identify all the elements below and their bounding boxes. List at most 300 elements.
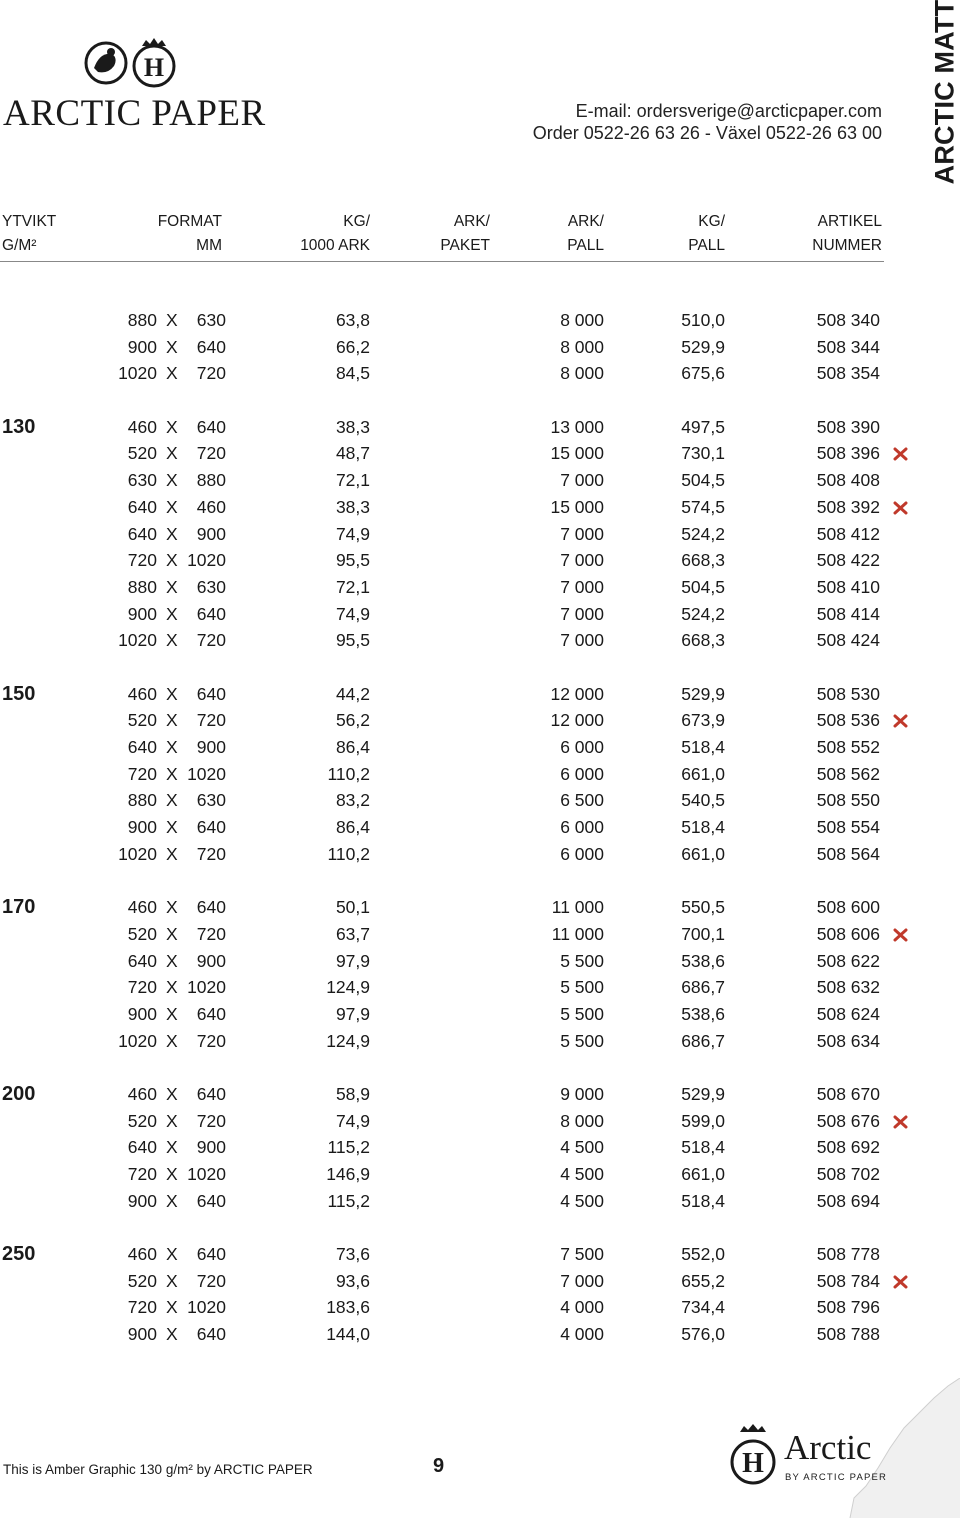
article-number: 508 552 xyxy=(817,734,880,761)
format-height: 720 xyxy=(183,841,226,868)
format-height: 1020 xyxy=(183,1294,226,1321)
format-width: 880 xyxy=(128,574,157,601)
kg-per-pallet: 504,5 xyxy=(681,467,725,494)
article-number: 508 784 xyxy=(817,1268,880,1295)
article-number: 508 634 xyxy=(817,1028,880,1055)
sheets-per-pallet: 11 000 xyxy=(552,921,604,948)
kg-per-pallet: 673,9 xyxy=(681,707,725,734)
table-row xyxy=(0,601,960,628)
kg-per-1000: 124,9 xyxy=(326,974,370,1001)
table-row xyxy=(0,1188,960,1215)
format-width: 630 xyxy=(128,467,157,494)
sheets-per-pallet: 8 000 xyxy=(560,334,604,361)
kg-per-1000: 97,9 xyxy=(336,1001,370,1028)
kg-per-1000: 50,1 xyxy=(336,894,370,921)
arctic-brand-sub: BY ARCTIC PAPER xyxy=(785,1472,887,1483)
article-number: 508 788 xyxy=(817,1321,880,1348)
sheets-per-pallet: 5 500 xyxy=(560,1028,604,1055)
sheets-per-pallet: 7 500 xyxy=(560,1241,604,1268)
format-width: 460 xyxy=(128,1241,157,1268)
kg-per-1000: 110,2 xyxy=(328,841,371,868)
format-height: 720 xyxy=(183,707,226,734)
red-cross-mark-icon xyxy=(893,714,908,728)
format-height: 720 xyxy=(183,1028,226,1055)
svg-text:H: H xyxy=(742,1448,764,1479)
weight-group xyxy=(0,1081,960,1214)
kg-per-pallet: 538,6 xyxy=(681,948,725,975)
format-x: X xyxy=(166,681,178,708)
header-weight: YTVIKT G/M² xyxy=(2,210,56,258)
format-x: X xyxy=(166,547,178,574)
side-title: ARCTIC MATT xyxy=(930,0,960,184)
format-width: 1020 xyxy=(118,360,157,387)
kg-per-pallet: 529,9 xyxy=(681,1081,725,1108)
format-width: 900 xyxy=(128,1188,157,1215)
table-row xyxy=(0,307,960,334)
header-format: FORMAT MM xyxy=(158,210,222,258)
arctic-paper-emblem-icon xyxy=(84,38,178,88)
format-width: 520 xyxy=(128,1108,157,1135)
weight-label: 200 xyxy=(2,1081,35,1108)
sheets-per-pallet: 6 000 xyxy=(560,734,604,761)
table-row xyxy=(0,787,960,814)
table-row xyxy=(0,547,960,574)
table-row xyxy=(0,1028,960,1055)
sheets-per-pallet: 7 000 xyxy=(560,521,604,548)
table-row xyxy=(0,921,960,948)
kg-per-1000: 38,3 xyxy=(336,494,370,521)
format-height: 720 xyxy=(183,440,226,467)
format-width: 640 xyxy=(128,734,157,761)
table-row xyxy=(0,974,960,1001)
sheets-per-pallet: 5 500 xyxy=(560,974,604,1001)
table-row xyxy=(0,681,960,708)
format-height: 640 xyxy=(183,1001,226,1028)
article-number: 508 354 xyxy=(817,360,880,387)
brand-logo-text: ARCTIC PAPER xyxy=(3,92,266,135)
kg-per-1000: 58,9 xyxy=(336,1081,370,1108)
kg-per-pallet: 510,0 xyxy=(681,307,725,334)
format-width: 720 xyxy=(128,974,157,1001)
table-row xyxy=(0,948,960,975)
kg-per-1000: 146,9 xyxy=(326,1161,370,1188)
table-row xyxy=(0,360,960,387)
format-x: X xyxy=(166,1161,178,1188)
svg-text:H: H xyxy=(144,53,164,82)
format-width: 520 xyxy=(128,921,157,948)
kg-per-pallet: 668,3 xyxy=(681,547,725,574)
article-number: 508 340 xyxy=(817,307,880,334)
contact-block xyxy=(533,100,882,144)
format-x: X xyxy=(166,574,178,601)
kg-per-pallet: 686,7 xyxy=(681,974,725,1001)
format-x: X xyxy=(166,521,178,548)
article-number: 508 676 xyxy=(817,1108,880,1135)
sheets-per-pallet: 7 000 xyxy=(560,601,604,628)
format-x: X xyxy=(166,494,178,521)
sheets-per-pallet: 8 000 xyxy=(560,307,604,334)
format-height: 630 xyxy=(183,787,226,814)
contact-phone: Order 0522-26 63 26 - Växel 0522-26 63 00 xyxy=(533,122,882,144)
article-number: 508 778 xyxy=(817,1241,880,1268)
format-height: 880 xyxy=(183,467,226,494)
arctic-shield-icon xyxy=(728,1424,778,1486)
kg-per-1000: 93,6 xyxy=(336,1268,370,1295)
kg-per-pallet: 538,6 xyxy=(681,1001,725,1028)
kg-per-pallet: 529,9 xyxy=(681,681,725,708)
kg-per-pallet: 574,5 xyxy=(681,494,725,521)
header-kg-per-1000: KG/ 1000 ARK xyxy=(300,210,370,258)
weight-group xyxy=(0,894,960,1054)
sheets-per-pallet: 12 000 xyxy=(550,681,604,708)
format-x: X xyxy=(166,921,178,948)
sheets-per-pallet: 6 500 xyxy=(560,787,604,814)
format-x: X xyxy=(166,627,178,654)
sheets-per-pallet: 4 000 xyxy=(560,1321,604,1348)
table-row xyxy=(0,814,960,841)
format-x: X xyxy=(166,1321,178,1348)
table-row xyxy=(0,574,960,601)
article-number: 508 392 xyxy=(817,494,880,521)
article-number: 508 562 xyxy=(817,761,880,788)
article-number: 508 624 xyxy=(817,1001,880,1028)
kg-per-1000: 83,2 xyxy=(336,787,370,814)
kg-per-1000: 124,9 xyxy=(326,1028,370,1055)
sheets-per-pallet: 13 000 xyxy=(550,414,604,441)
header-kg-per-pallet: KG/ PALL xyxy=(688,210,725,258)
format-x: X xyxy=(166,1081,178,1108)
sheets-per-pallet: 4 500 xyxy=(560,1161,604,1188)
table-row xyxy=(0,1001,960,1028)
format-x: X xyxy=(166,1134,178,1161)
sheets-per-pallet: 8 000 xyxy=(560,360,604,387)
format-x: X xyxy=(166,787,178,814)
sheets-per-pallet: 4 500 xyxy=(560,1134,604,1161)
table-row xyxy=(0,627,960,654)
kg-per-pallet: 576,0 xyxy=(681,1321,725,1348)
kg-per-1000: 63,8 xyxy=(336,307,370,334)
format-width: 460 xyxy=(128,894,157,921)
format-height: 720 xyxy=(183,921,226,948)
format-height: 900 xyxy=(183,1134,226,1161)
table-row xyxy=(0,440,960,467)
format-height: 640 xyxy=(183,1241,226,1268)
format-width: 880 xyxy=(128,787,157,814)
kg-per-1000: 115,2 xyxy=(328,1134,371,1161)
kg-per-pallet: 529,9 xyxy=(681,334,725,361)
kg-per-1000: 48,7 xyxy=(336,440,370,467)
kg-per-pallet: 524,2 xyxy=(681,521,725,548)
sheets-per-pallet: 8 000 xyxy=(560,1108,604,1135)
format-x: X xyxy=(166,814,178,841)
article-number: 508 390 xyxy=(817,414,880,441)
format-x: X xyxy=(166,601,178,628)
format-width: 1020 xyxy=(118,1028,157,1055)
format-height: 640 xyxy=(183,814,226,841)
format-height: 720 xyxy=(183,1108,226,1135)
kg-per-1000: 72,1 xyxy=(336,467,370,494)
format-height: 460 xyxy=(183,494,226,521)
table-row xyxy=(0,414,960,441)
format-height: 900 xyxy=(183,521,226,548)
article-number: 508 564 xyxy=(817,841,880,868)
format-height: 640 xyxy=(183,1188,226,1215)
format-x: X xyxy=(166,734,178,761)
format-height: 900 xyxy=(183,734,226,761)
sheets-per-pallet: 12 000 xyxy=(550,707,604,734)
table-row xyxy=(0,1161,960,1188)
format-x: X xyxy=(166,894,178,921)
format-height: 1020 xyxy=(183,974,226,1001)
sheets-per-pallet: 4 500 xyxy=(560,1188,604,1215)
format-width: 460 xyxy=(128,681,157,708)
table-row xyxy=(0,467,960,494)
red-cross-mark-icon xyxy=(893,501,908,515)
kg-per-pallet: 734,4 xyxy=(681,1294,725,1321)
format-x: X xyxy=(166,414,178,441)
kg-per-1000: 44,2 xyxy=(336,681,370,708)
kg-per-pallet: 518,4 xyxy=(681,1134,725,1161)
format-height: 640 xyxy=(183,414,226,441)
weight-label: 150 xyxy=(2,681,35,708)
kg-per-pallet: 524,2 xyxy=(681,601,725,628)
kg-per-1000: 74,9 xyxy=(336,601,370,628)
article-number: 508 554 xyxy=(817,814,880,841)
article-number: 508 344 xyxy=(817,334,880,361)
format-x: X xyxy=(166,761,178,788)
format-height: 640 xyxy=(183,1081,226,1108)
kg-per-1000: 38,3 xyxy=(336,414,370,441)
table-row xyxy=(0,1108,960,1135)
kg-per-1000: 95,5 xyxy=(336,627,370,654)
format-width: 640 xyxy=(128,521,157,548)
sheets-per-pallet: 5 500 xyxy=(560,948,604,975)
kg-per-1000: 95,5 xyxy=(336,547,370,574)
sheets-per-pallet: 7 000 xyxy=(560,467,604,494)
format-width: 720 xyxy=(128,761,157,788)
format-height: 630 xyxy=(183,574,226,601)
kg-per-1000: 110,2 xyxy=(328,761,371,788)
format-width: 460 xyxy=(128,414,157,441)
kg-per-pallet: 599,0 xyxy=(681,1108,725,1135)
format-x: X xyxy=(166,334,178,361)
article-number: 508 408 xyxy=(817,467,880,494)
format-x: X xyxy=(166,440,178,467)
article-number: 508 530 xyxy=(817,681,880,708)
sheets-per-pallet: 7 000 xyxy=(560,627,604,654)
table-row xyxy=(0,334,960,361)
article-number: 508 424 xyxy=(817,627,880,654)
kg-per-pallet: 661,0 xyxy=(681,761,725,788)
table-row xyxy=(0,1241,960,1268)
article-number: 508 550 xyxy=(817,787,880,814)
weight-group xyxy=(0,414,960,654)
format-width: 520 xyxy=(128,440,157,467)
sheets-per-pallet: 7 000 xyxy=(560,574,604,601)
format-width: 720 xyxy=(128,1294,157,1321)
kg-per-1000: 56,2 xyxy=(336,707,370,734)
format-x: X xyxy=(166,1241,178,1268)
kg-per-pallet: 700,1 xyxy=(681,921,725,948)
format-width: 900 xyxy=(128,334,157,361)
weight-label: 130 xyxy=(2,414,35,441)
format-width: 520 xyxy=(128,707,157,734)
format-x: X xyxy=(166,1294,178,1321)
article-number: 508 702 xyxy=(817,1161,880,1188)
arctic-brand-word: Arctic xyxy=(784,1428,871,1468)
format-height: 1020 xyxy=(183,761,226,788)
format-x: X xyxy=(166,307,178,334)
format-width: 520 xyxy=(128,1268,157,1295)
article-number: 508 600 xyxy=(817,894,880,921)
table-row xyxy=(0,894,960,921)
kg-per-1000: 86,4 xyxy=(336,734,370,761)
sheets-per-pallet: 7 000 xyxy=(560,547,604,574)
weight-group xyxy=(0,307,960,387)
sheets-per-pallet: 4 000 xyxy=(560,1294,604,1321)
format-width: 900 xyxy=(128,814,157,841)
article-number: 508 670 xyxy=(817,1081,880,1108)
sheets-per-pallet: 6 000 xyxy=(560,841,604,868)
article-number: 508 410 xyxy=(817,574,880,601)
sheets-per-pallet: 6 000 xyxy=(560,761,604,788)
format-height: 720 xyxy=(183,627,226,654)
article-number: 508 422 xyxy=(817,547,880,574)
sheets-per-pallet: 15 000 xyxy=(550,440,604,467)
table-row xyxy=(0,1134,960,1161)
format-width: 640 xyxy=(128,1134,157,1161)
kg-per-pallet: 668,3 xyxy=(681,627,725,654)
format-x: X xyxy=(166,707,178,734)
format-width: 720 xyxy=(128,1161,157,1188)
format-height: 640 xyxy=(183,1321,226,1348)
table-row xyxy=(0,761,960,788)
format-x: X xyxy=(166,360,178,387)
format-width: 1020 xyxy=(118,627,157,654)
header-divider xyxy=(0,261,884,262)
kg-per-1000: 97,9 xyxy=(336,948,370,975)
article-number: 508 412 xyxy=(817,521,880,548)
sheets-per-pallet: 9 000 xyxy=(560,1081,604,1108)
format-width: 720 xyxy=(128,547,157,574)
table-row xyxy=(0,707,960,734)
table-row xyxy=(0,1268,960,1295)
sheets-per-pallet: 6 000 xyxy=(560,814,604,841)
kg-per-pallet: 540,5 xyxy=(681,787,725,814)
kg-per-pallet: 730,1 xyxy=(681,440,725,467)
red-cross-mark-icon xyxy=(893,1275,908,1289)
kg-per-pallet: 497,5 xyxy=(681,414,725,441)
sheets-per-pallet: 15 000 xyxy=(550,494,604,521)
format-height: 1020 xyxy=(183,547,226,574)
kg-per-pallet: 518,4 xyxy=(681,734,725,761)
table-row xyxy=(0,1294,960,1321)
weight-group xyxy=(0,1241,960,1348)
kg-per-1000: 84,5 xyxy=(336,360,370,387)
kg-per-pallet: 552,0 xyxy=(681,1241,725,1268)
table-row xyxy=(0,1081,960,1108)
kg-per-1000: 183,6 xyxy=(326,1294,370,1321)
kg-per-1000: 63,7 xyxy=(336,921,370,948)
weight-label: 250 xyxy=(2,1241,35,1268)
format-x: X xyxy=(166,974,178,1001)
format-height: 720 xyxy=(183,1268,226,1295)
article-number: 508 796 xyxy=(817,1294,880,1321)
table-row xyxy=(0,841,960,868)
format-x: X xyxy=(166,1001,178,1028)
format-x: X xyxy=(166,841,178,868)
format-x: X xyxy=(166,1188,178,1215)
format-x: X xyxy=(166,1108,178,1135)
format-height: 720 xyxy=(183,360,226,387)
kg-per-pallet: 518,4 xyxy=(681,814,725,841)
contact-email: E-mail: ordersverige@arcticpaper.com xyxy=(533,100,882,122)
kg-per-1000: 66,2 xyxy=(336,334,370,361)
format-height: 640 xyxy=(183,601,226,628)
format-width: 1020 xyxy=(118,841,157,868)
format-x: X xyxy=(166,1028,178,1055)
format-height: 640 xyxy=(183,681,226,708)
format-width: 640 xyxy=(128,948,157,975)
kg-per-1000: 74,9 xyxy=(336,1108,370,1135)
kg-per-pallet: 661,0 xyxy=(681,841,725,868)
kg-per-pallet: 518,4 xyxy=(681,1188,725,1215)
kg-per-pallet: 550,5 xyxy=(681,894,725,921)
red-cross-mark-icon xyxy=(893,1115,908,1129)
kg-per-1000: 115,2 xyxy=(328,1188,371,1215)
format-x: X xyxy=(166,948,178,975)
format-x: X xyxy=(166,1268,178,1295)
format-height: 1020 xyxy=(183,1161,226,1188)
format-height: 640 xyxy=(183,894,226,921)
red-cross-mark-icon xyxy=(893,447,908,461)
header-article: ARTIKEL NUMMER xyxy=(812,210,882,258)
table-row xyxy=(0,521,960,548)
article-number: 508 692 xyxy=(817,1134,880,1161)
format-width: 900 xyxy=(128,1321,157,1348)
article-number: 508 622 xyxy=(817,948,880,975)
page-number: 9 xyxy=(433,1455,444,1478)
format-width: 900 xyxy=(128,601,157,628)
weight-label: 170 xyxy=(2,894,35,921)
kg-per-1000: 73,6 xyxy=(336,1241,370,1268)
kg-per-1000: 144,0 xyxy=(326,1321,370,1348)
kg-per-pallet: 661,0 xyxy=(681,1161,725,1188)
sheets-per-pallet: 11 000 xyxy=(552,894,604,921)
format-width: 640 xyxy=(128,494,157,521)
kg-per-pallet: 675,6 xyxy=(681,360,725,387)
price-table xyxy=(0,307,960,1375)
header-sheets-per-pallet: ARK/ PALL xyxy=(567,210,604,258)
kg-per-1000: 72,1 xyxy=(336,574,370,601)
format-width: 880 xyxy=(128,307,157,334)
sheets-per-pallet: 7 000 xyxy=(560,1268,604,1295)
article-number: 508 632 xyxy=(817,974,880,1001)
format-width: 460 xyxy=(128,1081,157,1108)
kg-per-1000: 74,9 xyxy=(336,521,370,548)
kg-per-pallet: 655,2 xyxy=(681,1268,725,1295)
weight-group xyxy=(0,681,960,868)
article-number: 508 694 xyxy=(817,1188,880,1215)
format-x: X xyxy=(166,467,178,494)
article-number: 508 606 xyxy=(817,921,880,948)
format-height: 900 xyxy=(183,948,226,975)
table-row xyxy=(0,1321,960,1348)
sheets-per-pallet: 5 500 xyxy=(560,1001,604,1028)
header-sheets-per-packet: ARK/ PAKET xyxy=(440,210,490,258)
article-number: 508 396 xyxy=(817,440,880,467)
article-number: 508 536 xyxy=(817,707,880,734)
